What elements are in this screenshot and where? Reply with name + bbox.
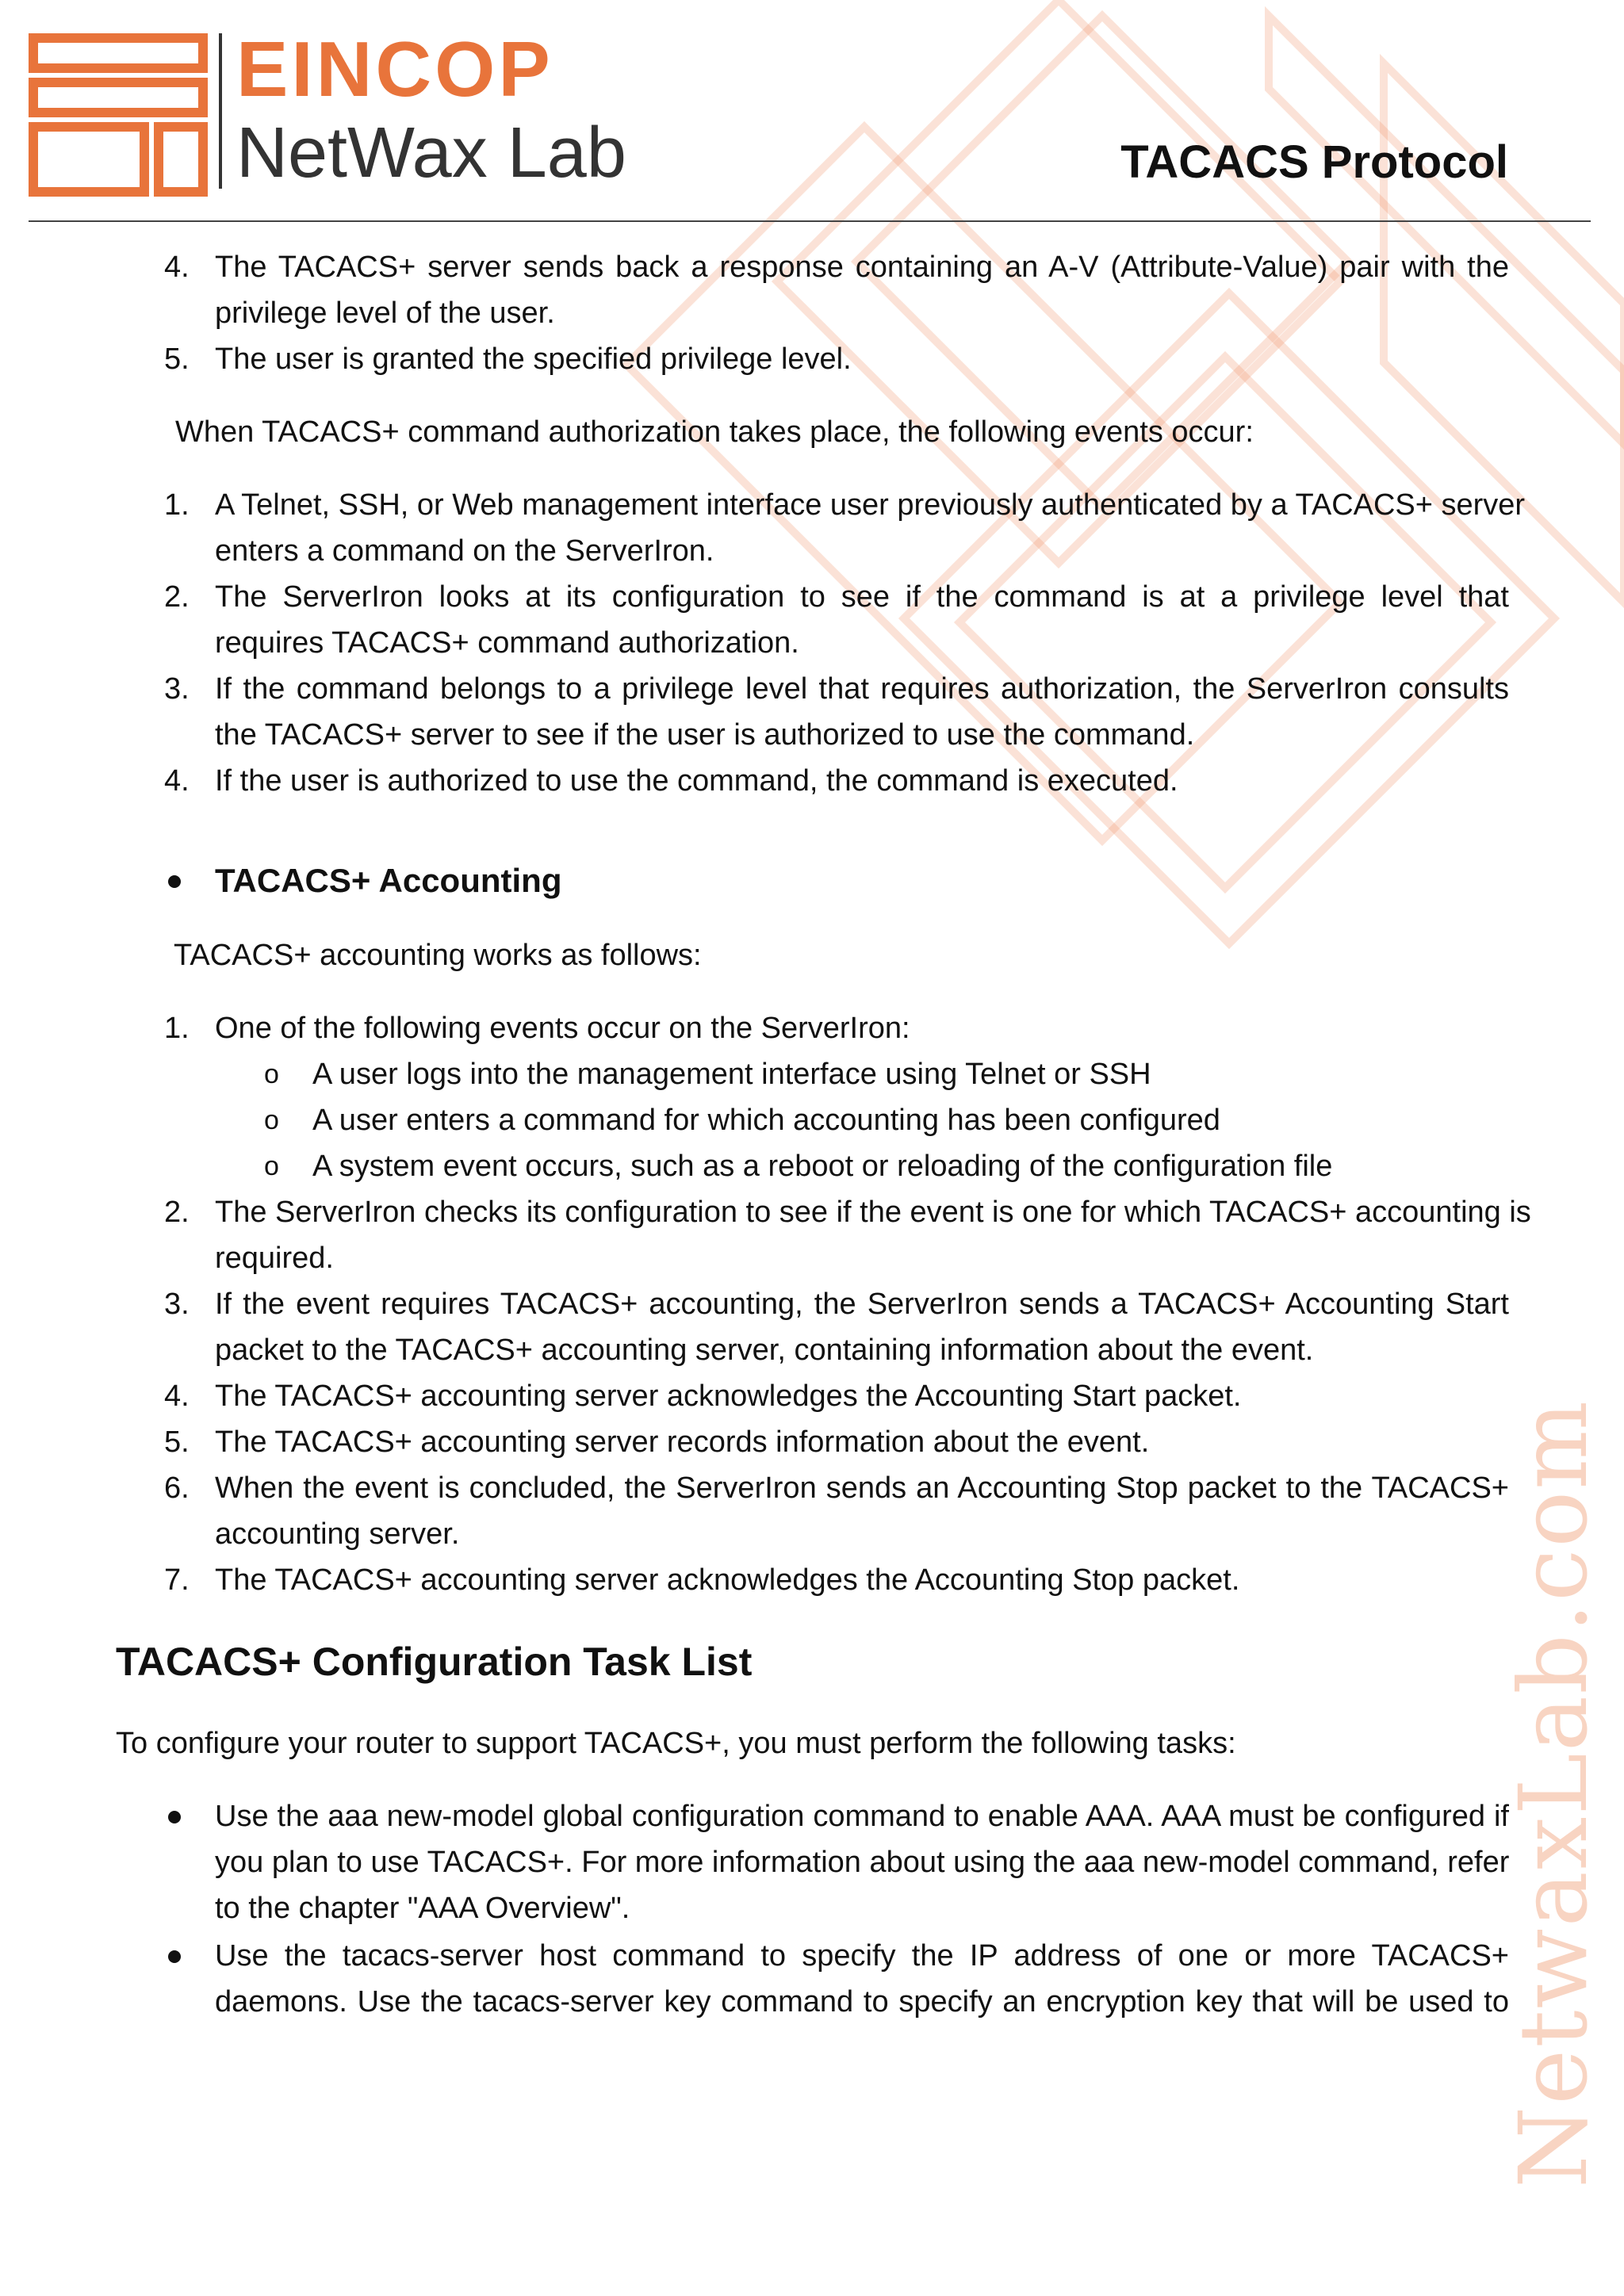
list-item-text: The ServerIron looks at its configuration to see if the command is at a privilege level that (215, 580, 1509, 614)
logo-icon (29, 33, 208, 197)
list-item-number: 1. (164, 488, 190, 522)
list-item-number: 1. (164, 1012, 190, 1045)
list-item-number: 6. (164, 1471, 190, 1505)
section-subheading: TACACS+ Accounting (215, 862, 562, 899)
list-item-number: 4. (164, 1380, 190, 1413)
watermark-text: NetwaxLab.com (1499, 1399, 1608, 2188)
list-item-text: A Telnet, SSH, or Web management interface user previously authenticated by a TACACS+ server (215, 488, 1526, 522)
page-title: TACACS Protocol (1120, 136, 1508, 188)
list-item-text: The TACACS+ accounting server records information about the event. (215, 1425, 1150, 1459)
list-item-text: accounting server. (215, 1517, 460, 1551)
list-item-text: the TACACS+ server to see if the user is authorized to use the command. (215, 718, 1195, 752)
paragraph: TACACS+ accounting works as follows: (174, 939, 702, 972)
sub-list-item-text: A system event occurs, such as a reboot or reloading of the configuration file (312, 1150, 1333, 1183)
list-item-text: The TACACS+ accounting server acknowledges the Accounting Stop packet. (215, 1563, 1240, 1597)
section-heading: TACACS+ Configuration Task List (116, 1640, 753, 1684)
header-rule (29, 220, 1591, 222)
list-item-text: daemons. Use the tacacs-server key command to specify an encryption key that will be used to (215, 1985, 1509, 2019)
bullet-icon (168, 875, 181, 888)
brand-subtitle: NetWax Lab (236, 113, 626, 193)
sub-list-item-text: A user enters a command for which accounting has been configured (312, 1104, 1220, 1137)
logo-divider (219, 33, 222, 189)
list-item-text: The ServerIron checks its configuration to see if the event is one for which TACACS+ accounting is (215, 1196, 1531, 1229)
brand-name: EINCOP (236, 25, 553, 113)
list-item-text: enters a command on the ServerIron. (215, 534, 714, 568)
circle-bullet-icon: o (264, 1151, 279, 1181)
list-item-text: Use the tacacs-server host command to specify the IP address of one or more TACACS+ (215, 1939, 1509, 1973)
list-item-number: 5. (164, 1425, 190, 1459)
paragraph: When TACACS+ command authorization takes place, the following events occur: (175, 415, 1254, 449)
list-item-number: 3. (164, 672, 190, 706)
list-item-text: The user is granted the specified privilege level. (215, 342, 852, 376)
list-item-number: 5. (164, 342, 190, 376)
list-item-text: One of the following events occur on the ServerIron: (215, 1012, 910, 1045)
sub-list-item-text: A user logs into the management interface using Telnet or SSH (312, 1058, 1151, 1091)
bullet-icon (168, 1950, 181, 1963)
list-item-text: required. (215, 1242, 334, 1275)
list-item-text: you plan to use TACACS+. For more information about using the aaa new-model command, refer (215, 1846, 1510, 1879)
list-item-number: 4. (164, 251, 190, 284)
list-item-text: If the command belongs to a privilege level that requires authorization, the ServerIron consults (215, 672, 1509, 706)
list-item-text: to the chapter "AAA Overview". (215, 1892, 630, 1925)
list-item-text: When the event is concluded, the ServerIron sends an Accounting Stop packet to the TACACS+ (215, 1471, 1509, 1505)
list-item-text: If the user is authorized to use the command, the command is executed. (215, 764, 1178, 798)
list-item-number: 7. (164, 1563, 190, 1597)
list-item-text: requires TACACS+ command authorization. (215, 626, 799, 660)
list-item-number: 2. (164, 1196, 190, 1229)
list-item-text: packet to the TACACS+ accounting server, containing information about the event. (215, 1334, 1314, 1367)
list-item-text: The TACACS+ accounting server acknowledges the Accounting Start packet. (215, 1380, 1242, 1413)
list-item-text: If the event requires TACACS+ accounting, the ServerIron sends a TACACS+ Accounting Start (215, 1288, 1509, 1321)
list-item-text: Use the aaa new-model global configuration command to enable AAA. AAA must be configured if (215, 1800, 1509, 1833)
list-item-text: privilege level of the user. (215, 297, 555, 330)
list-item-number: 3. (164, 1288, 190, 1321)
circle-bullet-icon: o (264, 1059, 279, 1089)
bullet-icon (168, 1811, 181, 1823)
list-item-text: The TACACS+ server sends back a response containing an A-V (Attribute-Value) pair with the (215, 251, 1509, 284)
list-item-number: 4. (164, 764, 190, 798)
circle-bullet-icon: o (264, 1105, 279, 1135)
paragraph: To configure your router to support TACACS+, you must perform the following tasks: (116, 1727, 1236, 1760)
list-item-number: 2. (164, 580, 190, 614)
